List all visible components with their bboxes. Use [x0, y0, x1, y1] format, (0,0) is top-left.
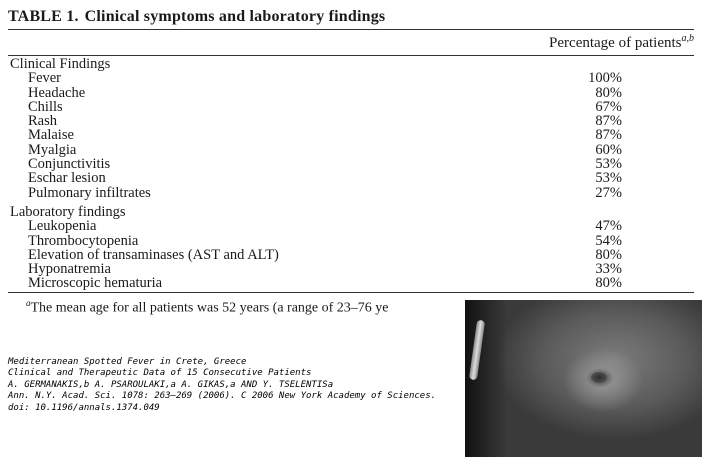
table-row: [0, 100, 702, 114]
column-header: [549, 33, 694, 52]
citation-title: Mediterranean Spotted Fever in Crete, Greece: [8, 357, 247, 367]
row-label: Pulmonary infiltrates: [28, 184, 151, 201]
row-label: Headache: [28, 84, 86, 101]
column-header-superscript: a,b: [681, 33, 694, 44]
footnote-text: The mean age for all patients was 52 years (a range of 23–76 ye: [30, 300, 389, 316]
table-row: [0, 248, 702, 262]
row-value: 87%: [595, 127, 622, 144]
row-value: 67%: [595, 98, 622, 115]
row-label: Myalgia: [28, 141, 77, 158]
row-label: Elevation of transaminases (AST and ALT): [28, 246, 279, 263]
table-row: [0, 234, 702, 248]
row-value: 53%: [595, 170, 622, 187]
footnote-marker: a: [26, 298, 31, 308]
row-label: Microscopic hematuria: [28, 275, 163, 292]
eschar-lesion: [591, 372, 607, 383]
table-row: [0, 86, 702, 100]
row-value: 47%: [595, 218, 622, 235]
row-label: Thrombocytopenia: [28, 232, 139, 249]
row-value: 54%: [595, 232, 622, 249]
citation-authors: A. GERMANAKIS,b A. PSAROULAKI,a A. GIKAS,a AND Y. TSELENTISa: [8, 379, 334, 390]
row-label: Malaise: [28, 127, 74, 144]
row-value: 33%: [595, 261, 622, 278]
row-label: Rash: [28, 113, 57, 130]
citation-subtitle: Clinical and Therapeutic Data of 15 Consecutive Patients: [8, 368, 312, 379]
table-bottom-rule: [8, 292, 694, 293]
eschar-photo: [465, 300, 702, 457]
row-value: 60%: [595, 141, 622, 158]
row-value: 53%: [595, 156, 622, 173]
table-row: [0, 143, 702, 157]
row-label: Chills: [28, 98, 63, 115]
section-label: Laboratory findings: [10, 203, 126, 220]
section-label: Clinical Findings: [10, 56, 111, 72]
table-row: [0, 219, 702, 233]
table-top-rule: [8, 29, 694, 30]
row-label: Fever: [28, 70, 62, 87]
table-row: [0, 171, 702, 185]
row-value: 80%: [595, 246, 622, 263]
row-label: Conjunctivitis: [28, 156, 111, 173]
table-row: [0, 71, 702, 85]
citation-doi: doi: 10.1196/annals.1374.049: [8, 402, 160, 413]
table-title-text: Clinical symptoms and laboratory findings: [84, 8, 386, 25]
citation-journal: Ann. N.Y. Acad. Sci. 1078: 263–269 (2006). C 2006 New York Academy of Sciences.: [8, 391, 437, 402]
table-row: [0, 186, 702, 200]
citation-block: [8, 357, 436, 414]
table-title: [8, 8, 385, 26]
row-value: 80%: [595, 84, 622, 101]
table-row: [0, 128, 702, 142]
table-row: [0, 262, 702, 276]
row-value: 87%: [595, 113, 622, 130]
column-header-text: Percentage of patients: [549, 35, 682, 51]
table-row: [0, 157, 702, 171]
table-body: [0, 57, 702, 291]
row-label: Leukopenia: [28, 218, 97, 235]
row-value: 100%: [588, 70, 622, 87]
table-footnote: [26, 298, 389, 317]
table-row: [0, 276, 702, 290]
section-heading-clinical: [0, 57, 702, 71]
table-number: TABLE 1.: [8, 8, 79, 25]
row-value: 27%: [595, 184, 622, 201]
row-label: Hyponatremia: [28, 261, 111, 278]
row-label: Eschar lesion: [28, 170, 106, 187]
table-row: [0, 114, 702, 128]
section-heading-laboratory: [0, 205, 702, 219]
row-value: 80%: [595, 275, 622, 292]
table-header-rule: [8, 55, 694, 56]
